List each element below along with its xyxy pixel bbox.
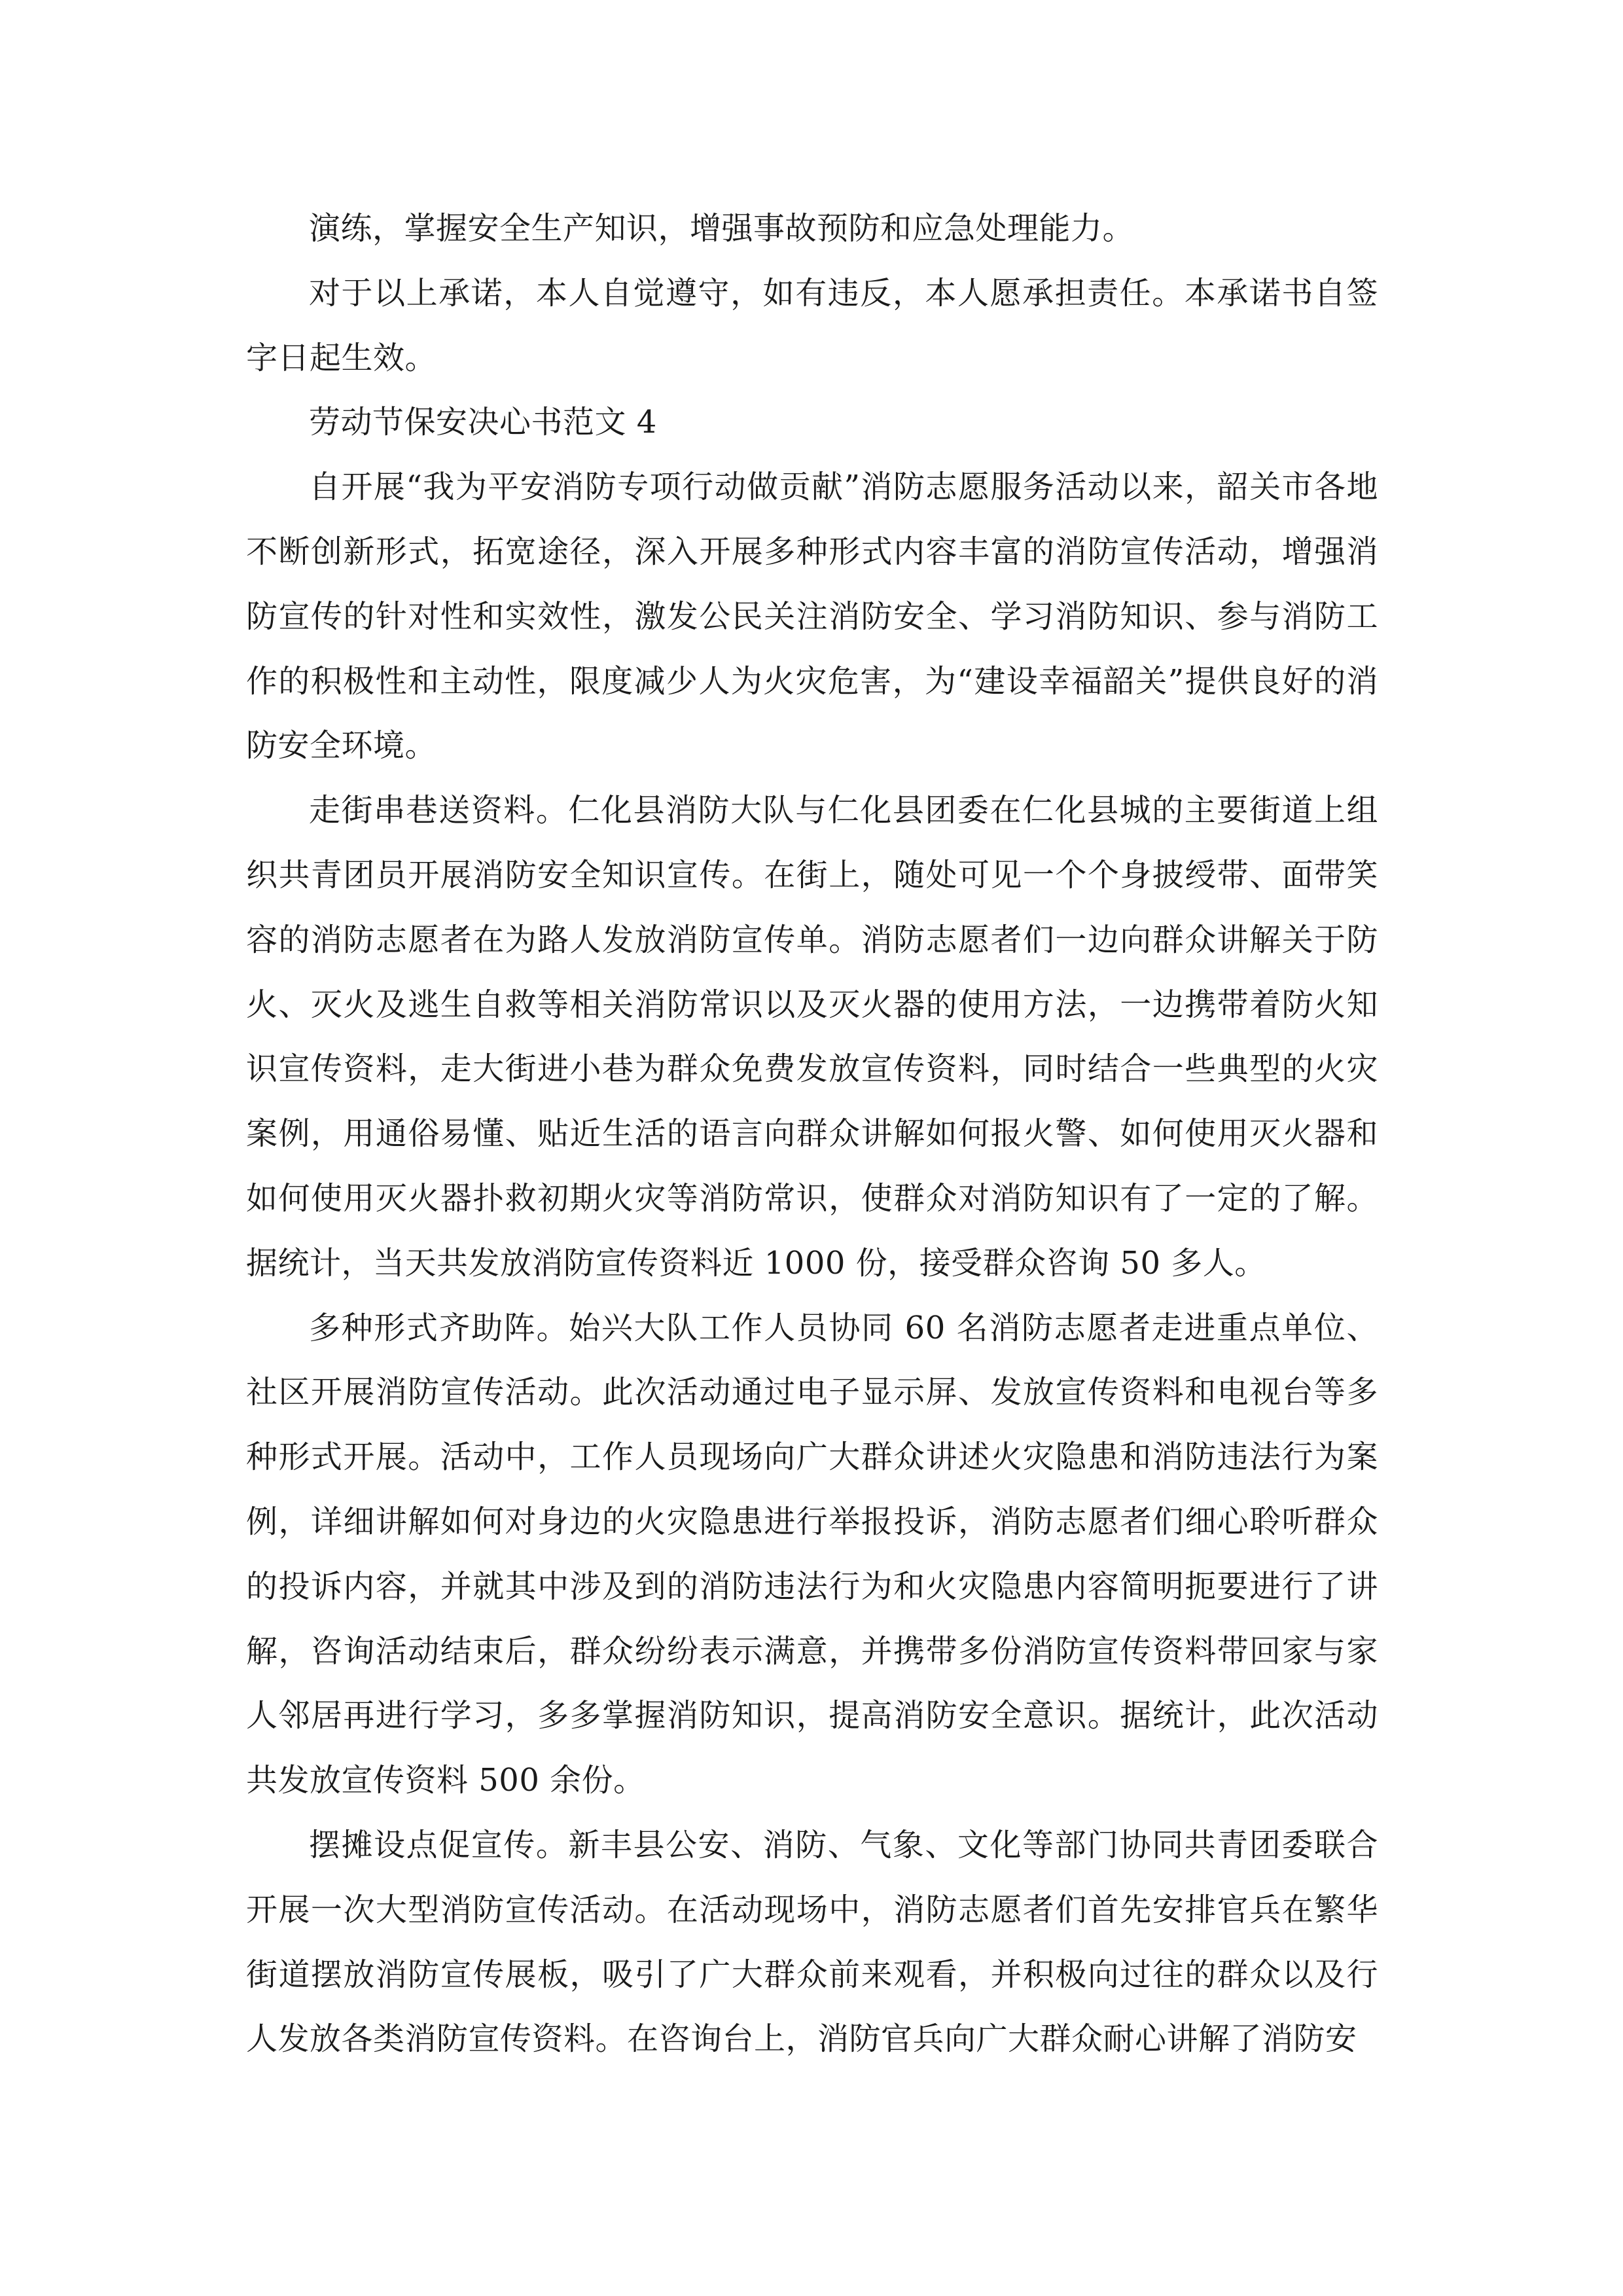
paragraph-continuation: 演练，掌握安全生产知识，增强事故预防和应急处理能力。 [309, 210, 1135, 247]
paragraph-renhua: 走街串巷送资料。仁化县消防大队与仁化县团委在仁化县城的主要街道上组织共青团员开展消防安全知识宣传。在街上，随处可见一个个身披绶带、面带笑容的消防志愿者在为路人发放消防宣传单。消防志愿者们一边向群众讲解关于防火、灭火及逃生自救等相关消防常识以及灭火器的使用方法，一边携带着防火知识宣传资料，走大街进小巷为群众免费发放宣传资料，同时结合一些典型的火灾案例，用通俗易懂、贴近生活的语言向群众讲解如何报火警、如何使用灭火器和如何使用灭火器扑救初期火灾等消防常识，使群众对消防知识有了一定的了解。据统计，当天共发放消防宣传资料近 1000 份，接受群众咨询 50 多人。 [246, 792, 1378, 1282]
paragraph-shixing: 多种形式齐助阵。始兴大队工作人员协同 60 名消防志愿者走进重点单位、社区开展消防宣传活动。此次活动通过电子显示屏、发放宣传资料和电视台等多种形式开展。活动中，工作人员现场向广大群众讲述火灾隐患和消防违法行为案例，详细讲解如何对身边的火灾隐患进行举报投诉，消防志愿者们细心聆听群众的投诉内容，并就其中涉及到的消防违法行为和火灾隐患内容简明扼要进行了讲解，咨询活动结束后，群众纷纷表示满意，并携带多份消防宣传资料带回家与家人邻居再进行学习，多多掌握消防知识，提高消防安全意识。据统计，此次活动共发放宣传资料 500 余份。 [246, 1309, 1378, 1799]
paragraph-commitment: 对于以上承诺，本人自觉遵守，如有违反，本人愿承担责任。本承诺书自签字日起生效。 [246, 274, 1378, 376]
document-body [246, 196, 1378, 2072]
section-heading: 劳动节保安决心书范文 4 [309, 404, 657, 441]
paragraph-xinfeng: 摆摊设点促宣传。新丰县公安、消防、气象、文化等部门协同共青团委联合开展一次大型消防宣传活动。在活动现场中，消防志愿者们首先安排官兵在繁华街道摆放消防宣传展板，吸引了广大群众前来观看，并积极向过往的群众以及行人发放各类消防宣传资料。在咨询台上，消防官兵向广大群众耐心讲解了消防安 [246, 1826, 1378, 2058]
paragraph-intro: 自开展“我为平安消防专项行动做贡献”消防志愿服务活动以来，韶关市各地不断创新形式，拓宽途径，深入开展多种形式内容丰富的消防宣传活动，增强消防宣传的针对性和实效性，激发公民关注消防安全、学习消防知识、参与消防工作的积极性和主动性，限度减少人为火灾危害，为“建设幸福韶关”提供良好的消防安全环境。 [246, 469, 1378, 764]
